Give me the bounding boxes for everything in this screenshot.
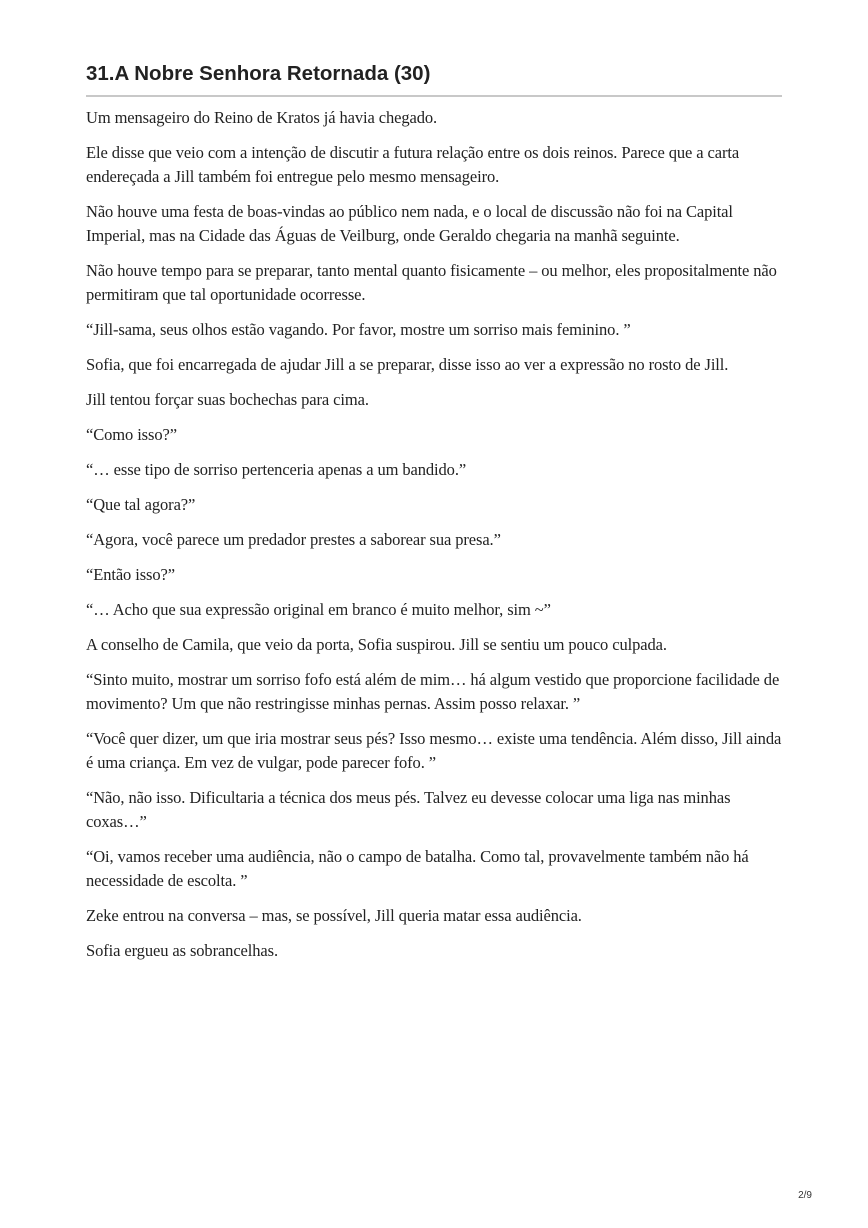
paragraph: A conselho de Camila, que veio da porta, Sofia suspirou. Jill se sentiu um pouco culpada. — [86, 635, 667, 654]
paragraph: Não houve uma festa de boas-vindas ao público nem nada, e o local de discussão não foi na Capital Imperial, mas na Cidade das Águas de Veilburg, onde Geraldo chegaria na manhã seguinte. — [86, 202, 733, 245]
paragraph: Sofia, que foi encarregada de ajudar Jill a se preparar, disse isso ao ver a expressão no rosto de Jill. — [86, 355, 729, 374]
chapter-content — [86, 106, 782, 963]
document-page — [86, 60, 782, 974]
paragraph: “Oi, vamos receber uma audiência, não o campo de batalha. Como tal, provavelmente também não há necessidade de escolta. ” — [86, 847, 749, 890]
paragraph: “Que tal agora?” — [86, 495, 196, 514]
paragraph: “Agora, você parece um predador prestes a saborear sua presa.” — [86, 530, 501, 549]
paragraph: “Jill-sama, seus olhos estão vagando. Por favor, mostre um sorriso mais feminino. ” — [86, 320, 631, 339]
paragraph: “Então isso?” — [86, 565, 175, 584]
paragraph: “Não, não isso. Dificultaria a técnica dos meus pés. Talvez eu devesse colocar uma liga nas minhas coxas…” — [86, 788, 731, 831]
paragraph: Sofia ergueu as sobrancelhas. — [86, 941, 278, 960]
paragraph: “Como isso?” — [86, 425, 177, 444]
paragraph: “Você quer dizer, um que iria mostrar seus pés? Isso mesmo… existe uma tendência. Além disso, Jill ainda é uma criança. Em vez de vulgar, pode parecer fofo. ” — [86, 729, 782, 772]
paragraph: “Sinto muito, mostrar um sorriso fofo está além de mim… há algum vestido que proporcione facilidade de movimento? Um que não restringisse minhas pernas. Assim posso relaxar. ” — [86, 670, 780, 713]
paragraph: Zeke entrou na conversa – mas, se possível, Jill queria matar essa audiência. — [86, 906, 582, 925]
chapter-title: 31.A Nobre Senhora Retornada (30) — [86, 60, 782, 97]
paragraph: “… Acho que sua expressão original em branco é muito melhor, sim ~” — [86, 600, 551, 619]
paragraph: Jill tentou forçar suas bochechas para cima. — [86, 390, 369, 409]
paragraph: “… esse tipo de sorriso pertenceria apenas a um bandido.” — [86, 460, 467, 479]
paragraph: Um mensageiro do Reino de Kratos já havia chegado. — [86, 108, 438, 127]
paragraph: Ele disse que veio com a intenção de discutir a futura relação entre os dois reinos. Parece que a carta endereçada a Jill também foi entregue pelo mesmo mensageiro. — [86, 143, 740, 186]
paragraph: Não houve tempo para se preparar, tanto mental quanto fisicamente – ou melhor, eles propositalmente não permitiram que tal oportunidade ocorresse. — [86, 261, 777, 304]
page-number: 2/9 — [798, 1190, 812, 1201]
